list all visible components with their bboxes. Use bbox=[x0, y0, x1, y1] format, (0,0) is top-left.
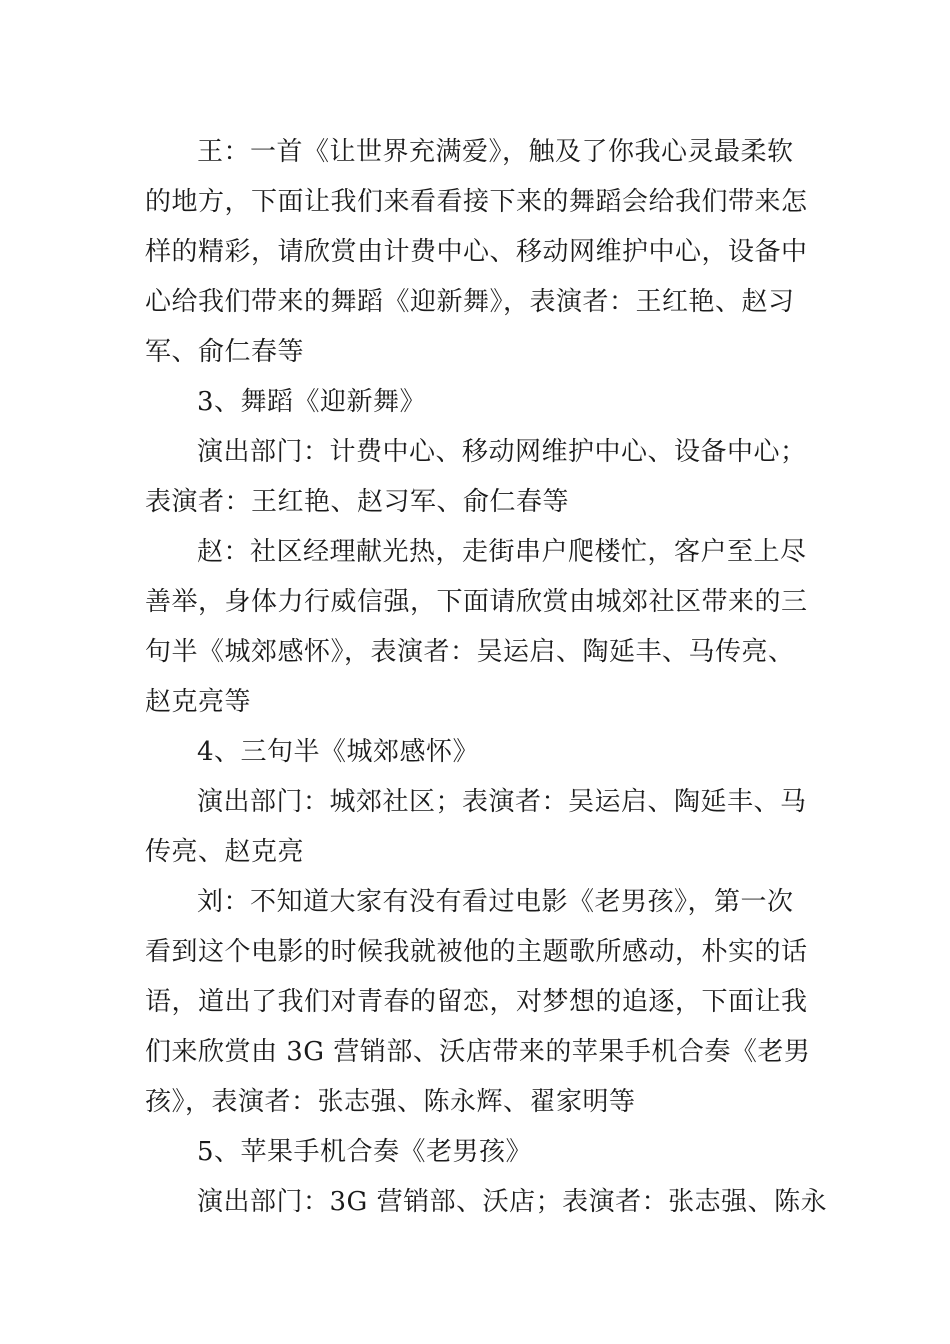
host-wang-intro-paragraph bbox=[145, 127, 810, 377]
text-line: 心给我们带来的舞蹈《迎新舞》，表演者：王红艳、赵习 bbox=[145, 287, 795, 317]
text-line: 演出部门：计费中心、移动网维护中心、设备中心； bbox=[197, 437, 807, 467]
program-5-title bbox=[145, 1127, 810, 1177]
text-line: 们来欣赏由 3G 营销部、沃店带来的苹果手机合奏《老男 bbox=[145, 1037, 811, 1067]
text-line: 传亮、赵克亮 bbox=[145, 837, 305, 867]
text-line: 刘：不知道大家有没有看过电影《老男孩》，第一次 bbox=[197, 887, 794, 917]
text-line: 王：一首《让世界充满爱》，触及了你我心灵最柔软 bbox=[197, 137, 794, 167]
text-line: 4、三句半《城郊感怀》 bbox=[197, 737, 480, 767]
text-line: 句半《城郊感怀》，表演者：吴运启、陶延丰、马传亮、 bbox=[145, 637, 795, 667]
text-line: 赵克亮等 bbox=[145, 687, 252, 717]
document-body bbox=[145, 127, 828, 1227]
host-liu-intro-paragraph bbox=[145, 877, 810, 1127]
text-line: 样的精彩，请欣赏由计费中心、移动网维护中心，设备中 bbox=[145, 237, 808, 267]
program-3-title bbox=[145, 377, 810, 427]
text-line: 5、苹果手机合奏《老男孩》 bbox=[197, 1137, 533, 1167]
program-4-details bbox=[145, 777, 810, 877]
text-line: 孩》，表演者：张志强、陈永辉、翟家明等 bbox=[145, 1087, 636, 1117]
text-line: 军、俞仁春等 bbox=[145, 337, 305, 367]
text-line: 善举，身体力行威信强，下面请欣赏由城郊社区带来的三 bbox=[145, 587, 808, 617]
text-line: 的地方，下面让我们来看看接下来的舞蹈会给我们带来怎 bbox=[145, 187, 808, 217]
program-5-details bbox=[145, 1177, 828, 1227]
text-line: 演出部门：城郊社区；表演者：吴运启、陶延丰、马 bbox=[197, 787, 807, 817]
text-line: 3、舞蹈《迎新舞》 bbox=[197, 387, 427, 417]
program-4-title bbox=[145, 727, 810, 777]
host-zhao-intro-paragraph bbox=[145, 527, 810, 727]
text-line: 表演者：王红艳、赵习军、俞仁春等 bbox=[145, 487, 570, 517]
program-3-details bbox=[145, 427, 810, 527]
text-line: 语，道出了我们对青春的留恋，对梦想的追逐，下面让我 bbox=[145, 987, 808, 1017]
text-line: 演出部门：3G 营销部、沃店；表演者：张志强、陈永 bbox=[197, 1187, 828, 1217]
text-line: 看到这个电影的时候我就被他的主题歌所感动，朴实的话 bbox=[145, 937, 808, 967]
text-line: 赵：社区经理献光热，走街串户爬楼忙，客户至上尽 bbox=[197, 537, 807, 567]
